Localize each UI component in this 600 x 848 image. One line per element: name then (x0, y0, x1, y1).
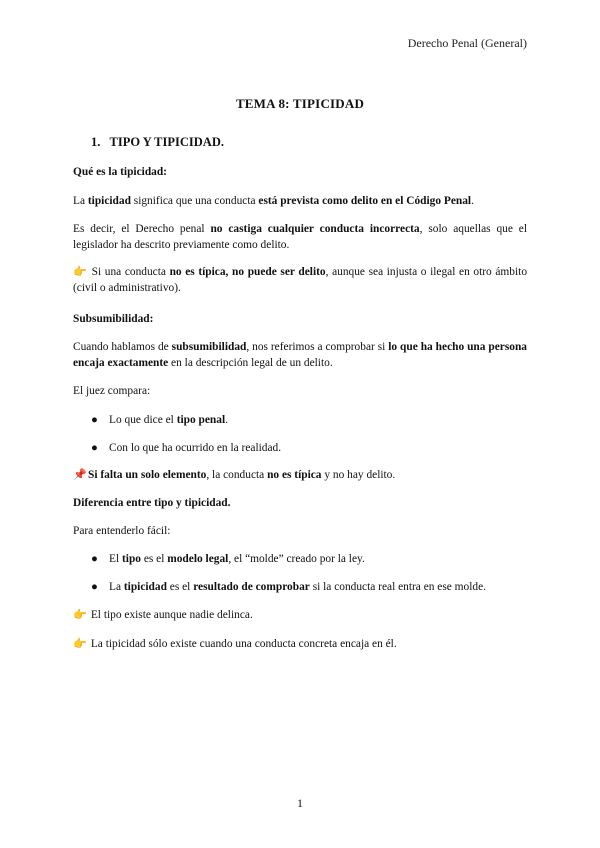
subheading-subsumibilidad (73, 311, 527, 327)
p2-text-c: , solo aquellas que el legislador ha descrito previamente como delito. (73, 223, 528, 251)
list-text: Con lo que ha ocurrido en la realidad. (109, 442, 282, 454)
paragraph-2 (73, 221, 527, 253)
paragraph-7: Para entenderlo fácil: (73, 525, 171, 537)
list-item (73, 551, 527, 567)
p6-text-a: , la conducta (206, 469, 268, 481)
p3-text-c: , aunque sea injusta o ilegal en otro ámbito (civil o administrativo). (73, 266, 528, 294)
list-item (73, 440, 527, 456)
list-bold: tipo (121, 553, 141, 565)
list-text: La (109, 581, 124, 593)
pointing-hand-icon: 👉 (73, 265, 87, 278)
p3-bold-1: no es típica, no puede ser delito (169, 266, 326, 278)
list-text: es el (140, 553, 168, 565)
p1-bold-1: tipicidad (87, 195, 131, 207)
p4-text-d: en la descripción legal de un delito. (168, 357, 333, 369)
list-item (73, 579, 527, 595)
list-text: es el (166, 581, 194, 593)
p4-bold-1: subsumibilidad (171, 341, 247, 353)
p1-bold-2: está prevista como delito en el Código Penal (258, 195, 472, 207)
list-text: . (225, 414, 228, 426)
paragraph-4 (73, 339, 527, 371)
bullet-icon: ● (91, 581, 98, 593)
running-header: Derecho Penal (General) (407, 36, 527, 50)
pushpin-icon: 📌 (73, 468, 87, 481)
paragraph-3 (73, 264, 527, 296)
pointing-hand-icon: 👉 (73, 608, 87, 621)
p1-text-d: . (471, 195, 474, 207)
subheading-diferencia (73, 495, 527, 511)
section-title: TIPO Y TIPICIDAD. (109, 135, 224, 149)
p1-text-a: La (73, 195, 88, 207)
paragraph-1 (73, 193, 527, 209)
p8-text: El tipo existe aunque nadie delinca. (88, 609, 253, 621)
p2-bold-1: no castiga cualquier conducta incorrecta (210, 223, 420, 235)
page-title: TEMA 8: TIPICIDAD (235, 96, 365, 111)
p4-text-c: , nos referimos a comprobar si (246, 341, 389, 353)
subheading-que-es-tipicidad (73, 164, 527, 180)
bullet-icon: ● (91, 414, 98, 426)
list-bold: tipo penal (176, 414, 226, 426)
list-bold: modelo legal (167, 553, 229, 565)
section-number: 1. (91, 135, 101, 149)
paragraph-6 (73, 467, 527, 483)
p4-text-a: Cuando hablamos de (73, 341, 172, 353)
p9-text: La tipicidad sólo existe cuando una conducta concreta encaja en él. (88, 638, 397, 650)
p1-text-c: significa que una conducta (130, 195, 259, 207)
p6-bold-2: no es típica (267, 469, 322, 481)
p6-text-c: y no hay delito. (321, 469, 396, 481)
p6-bold-1: Si falta un solo elemento (88, 469, 207, 481)
list-bold: resultado de comprobar (193, 581, 310, 593)
bullet-icon: ● (91, 442, 98, 454)
subheading-text: Subsumibilidad: (73, 313, 154, 325)
p2-text-a: Es decir, el Derecho penal (73, 223, 211, 235)
bullet-icon: ● (91, 553, 98, 565)
subheading-text: Diferencia entre tipo y tipicidad. (73, 497, 231, 509)
list-text: El (109, 553, 122, 565)
pointing-hand-icon: 👉 (73, 637, 87, 650)
page-number: 1 (297, 796, 303, 810)
list-text: Lo que dice el (109, 414, 177, 426)
paragraph-5: El juez compara: (73, 385, 151, 397)
paragraph-9 (73, 636, 527, 652)
list-bold: tipicidad (123, 581, 167, 593)
subheading-text: Qué es la tipicidad: (73, 166, 167, 178)
section-heading-1 (91, 134, 224, 150)
list-text: si la conducta real entra en ese molde. (309, 581, 487, 593)
p3-text-a: Si una conducta (88, 266, 170, 278)
paragraph-8 (73, 607, 527, 623)
list-text: , el “molde” creado por la ley. (228, 553, 365, 565)
list-item (73, 412, 527, 428)
p4-bold-2: lo que ha hecho una persona encaja exactamente (73, 341, 527, 369)
